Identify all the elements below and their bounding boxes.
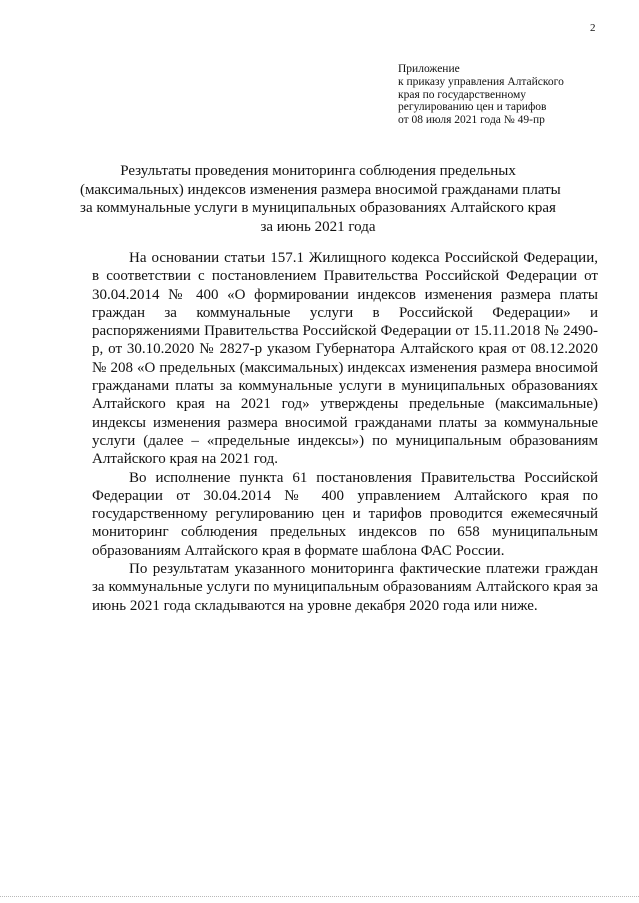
document-body — [92, 249, 598, 615]
title-line: Результаты проведения мониторинга соблюдения предельных — [120, 163, 516, 179]
appendix-line: регулированию цен и тарифов — [398, 101, 547, 114]
paragraph-results: По результатам указанного мониторинга фактические платежи граждан за коммунальные услуги по муниципальным образованиям Алтайского края за июнь 2021 года складываются на уровне декабря 2020 года или ниже. — [92, 561, 598, 614]
title-line: за коммунальные услуги в муниципальных образованиях Алтайского края — [80, 200, 556, 216]
appendix-line: края по государственному — [398, 88, 526, 101]
appendix-header — [398, 63, 628, 127]
paragraph-legal-basis: На основании статьи 157.1 Жилищного кодекса Российской Федерации, в соответствии с постановлением Правительства Российской Федерации от 30.04.2014 № 400 «О формировании индексов изменения размера платы граждан за коммунальные услуги в Российской Федерации» и распоряжениями Правительства Российской Федерации от 15.11.2018 № 2490-р, от 30.10.2020 № 2827-р указом Губернатора Алтайского края от 08.12.2020 № 208 «О предельных (максимальных) индексах изменения размера вносимой гражданами платы за коммунальные услуги в муниципальных образованиях Алтайского края на 2021 год» утверждены предельные (максимальные) индексы изменения размера вносимой гражданами платы за коммунальные услуги (далее – «предельные индексы») по муниципальным образованиям Алтайского края на 2021 год. — [92, 250, 598, 468]
page-bottom-border — [0, 896, 639, 897]
document-title — [80, 162, 561, 236]
paragraph-monitoring: Во исполнение пункта 61 постановления Правительства Российской Федерации от 30.04.2014 № 400 управлением Алтайского края по государственному регулированию цен и тарифов проводится ежемесячный мониторинг соблюдения предельных индексов по 658 муниципальным образованиям Алтайского края в формате шаблона ФАС России. — [92, 469, 598, 559]
title-line: за июнь 2021 года — [260, 218, 376, 235]
appendix-line: от 08 июля 2021 года № 49-пр — [398, 114, 545, 127]
appendix-line: к приказу управления Алтайского — [398, 75, 564, 88]
appendix-line: Приложение — [398, 63, 460, 75]
title-line: (максимальных) индексов изменения размера вносимой гражданами платы — [80, 181, 561, 198]
page-number: 2 — [590, 22, 596, 34]
